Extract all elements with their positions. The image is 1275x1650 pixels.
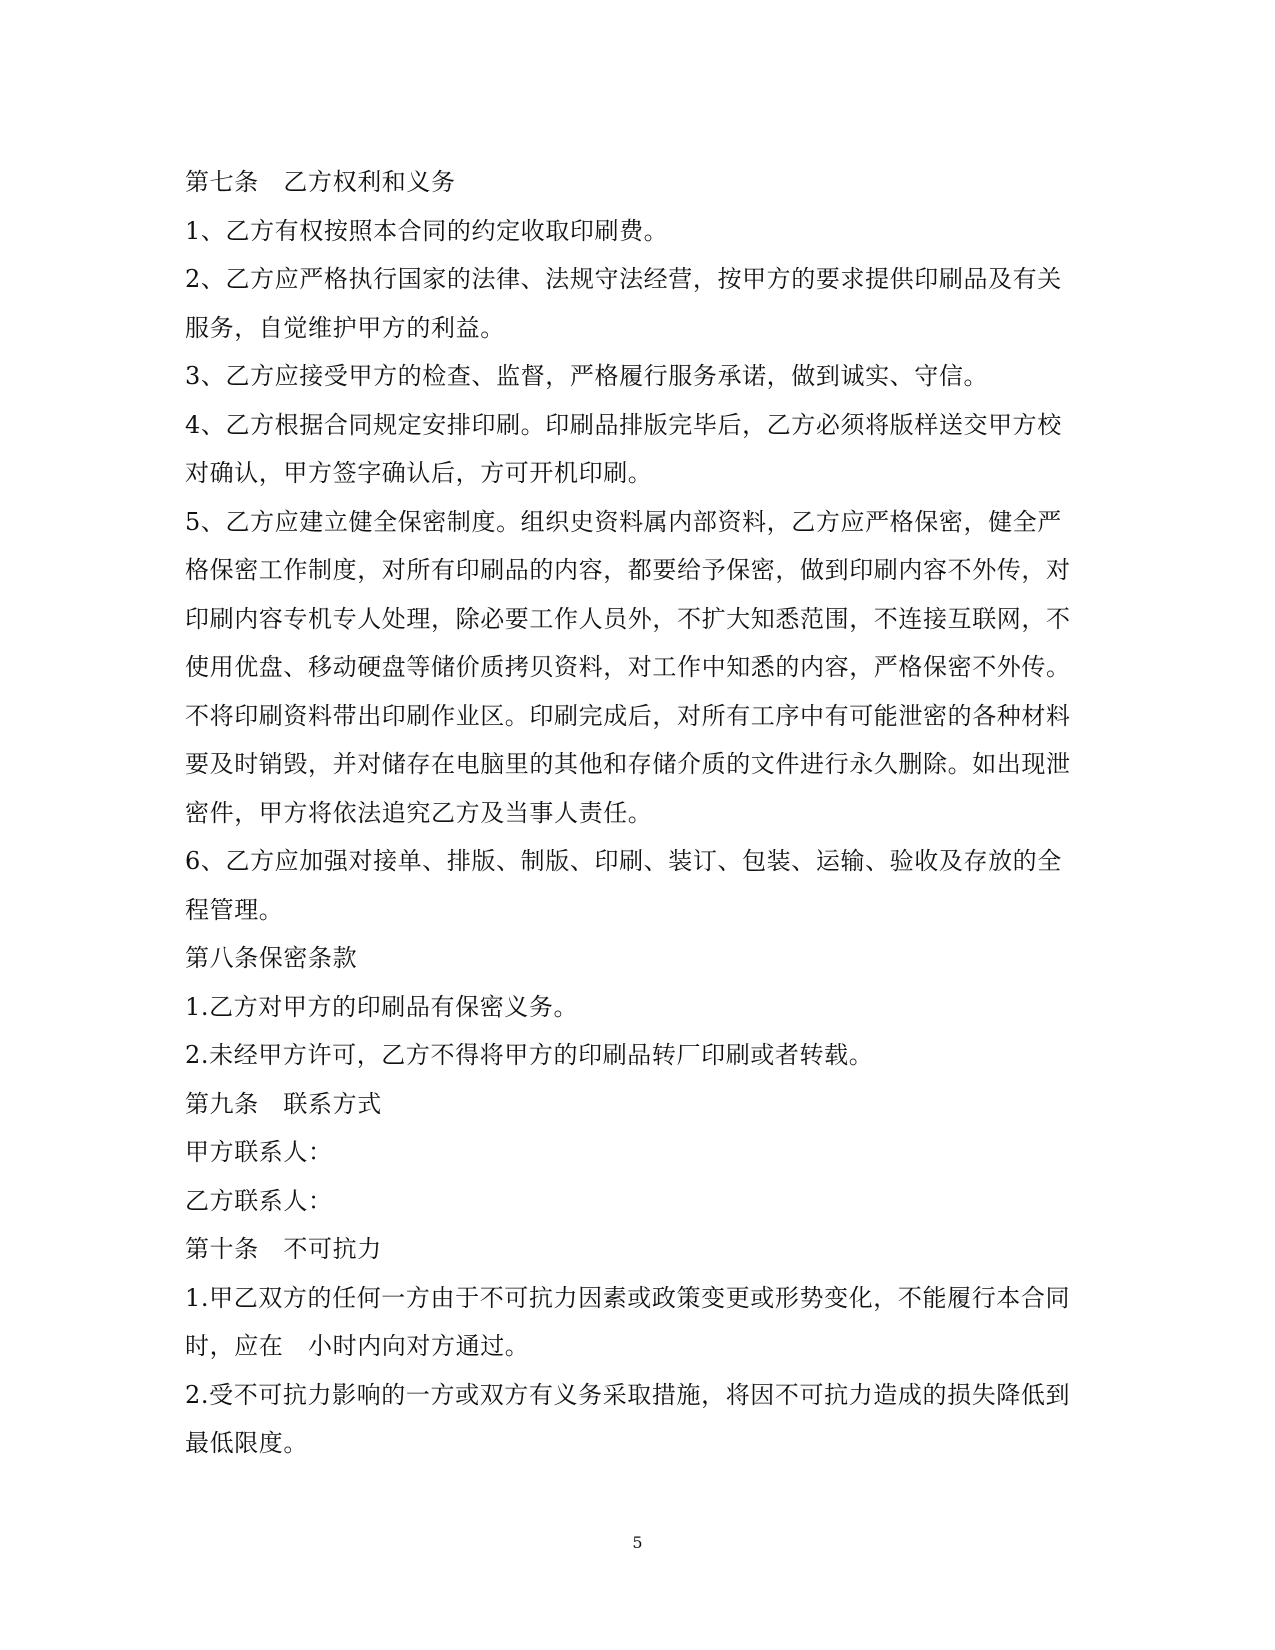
page-number: 5 xyxy=(632,1533,643,1552)
text-line: 服务，自觉维护甲方的利益。 xyxy=(185,313,505,342)
text-line: 密件，甲方将依法追究乙方及当事人责任。 xyxy=(185,798,653,827)
text-line: 2.未经甲方许可，乙方不得将甲方的印刷品转厂印刷或者转载。 xyxy=(185,1041,874,1069)
text-line: 1.甲乙双方的任何一方由于不可抗力因素或政策变更或形势变化，不能履行本合同 xyxy=(185,1283,1071,1312)
article-8-heading: 第八条保密条款 xyxy=(185,944,358,972)
text-line: 最低限度。 xyxy=(185,1429,308,1457)
document-body xyxy=(185,158,1090,1468)
party-b-contact: 乙方联系人： xyxy=(185,1186,333,1215)
text-line: 印刷内容专机专人处理，除必要工作人员外，不扩大知悉范围，不连接互联网，不 xyxy=(185,604,1071,633)
text-line: 1、乙方有权按照本合同的约定收取印刷费。 xyxy=(185,216,669,245)
text-line: 4、乙方根据合同规定安排印刷。印刷品排版完毕后，乙方必须将版样送交甲方校 xyxy=(185,410,1062,439)
text-line: 3、乙方应接受甲方的检查、监督，严格履行服务承诺，做到诚实、守信。 xyxy=(185,362,989,390)
text-line: 时，应在 小时内向对方通过。 xyxy=(185,1332,530,1360)
article-7-heading: 第七条 乙方权利和义务 xyxy=(185,168,456,196)
text-line: 格保密工作制度，对所有印刷品的内容，都要给予保密，做到印刷内容不外传，对 xyxy=(185,556,1071,584)
party-a-contact: 甲方联系人： xyxy=(185,1138,333,1166)
text-line: 1.乙方对甲方的印刷品有保密义务。 xyxy=(185,992,579,1021)
text-line: 使用优盘、移动硬盘等储价质拷贝资料，对工作中知悉的内容，严格保密不外传。 xyxy=(185,653,1071,681)
text-line: 2、乙方应严格执行国家的法律、法规守法经营，按甲方的要求提供印刷品及有关 xyxy=(185,265,1062,293)
text-line: 6、乙方应加强对接单、排版、制版、印刷、装订、包装、运输、验收及存放的全 xyxy=(185,847,1062,875)
text-line: 2.受不可抗力影响的一方或双方有义务采取措施，将因不可抗力造成的损失降低到 xyxy=(185,1380,1071,1409)
text-line: 5、乙方应建立健全保密制度。组织史资料属内部资料，乙方应严格保密，健全严 xyxy=(185,507,1062,536)
text-line: 程管理。 xyxy=(185,895,284,924)
text-line: 要及时销毁，并对储存在电脑里的其他和存储介质的文件进行永久删除。如出现泄 xyxy=(185,750,1071,778)
article-9-heading: 第九条 联系方式 xyxy=(185,1089,382,1118)
text-line: 对确认，甲方签字确认后，方可开机印刷。 xyxy=(185,459,653,487)
article-10-heading: 第十条 不可抗力 xyxy=(185,1235,382,1263)
text-line: 不将印刷资料带出印刷作业区。印刷完成后，对所有工序中有可能泄密的各种材料 xyxy=(185,701,1071,730)
